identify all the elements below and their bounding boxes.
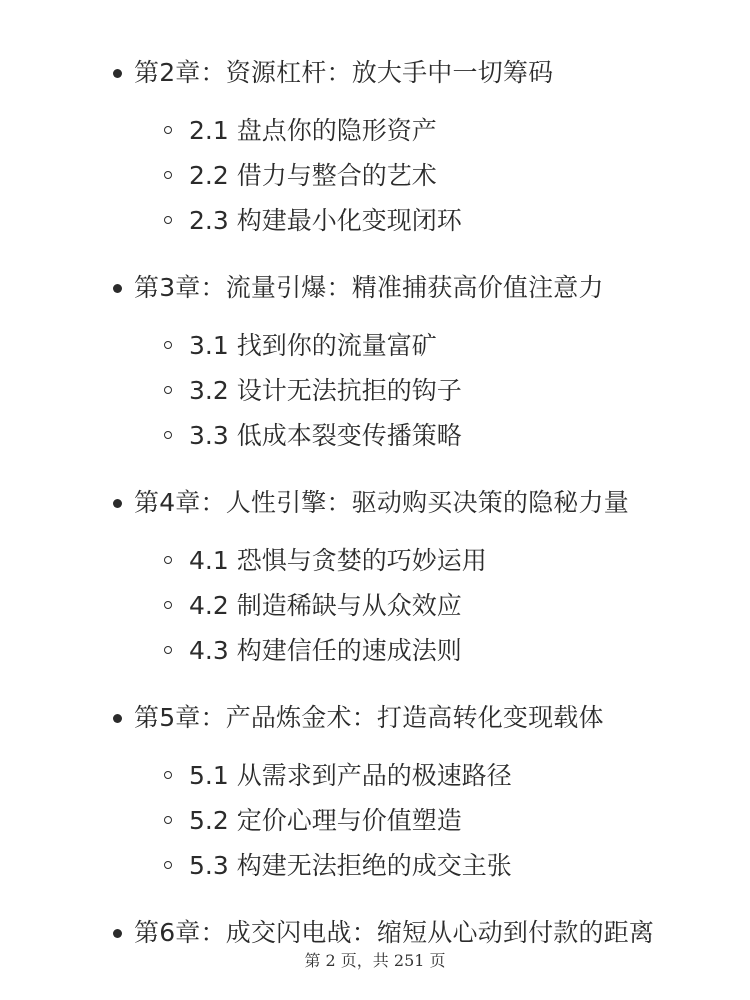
chapter-title: 第2章：资源杠杆：放大手中一切筹码 [134,58,554,87]
section-title: 3.2 设计无法抗拒的钩子 [189,376,462,405]
filled-bullet-icon [113,284,122,293]
section-item [134,108,670,153]
chapter-title: 第6章：成交闪电战：缩短从心动到付款的距离 [134,918,655,947]
filled-bullet-icon [113,929,122,938]
chapter-heading [134,267,670,309]
table-of-contents [0,52,750,978]
section-item [134,538,670,583]
page-number-footer: 第 2 页，共 251 页 [304,951,446,970]
section-list [134,753,670,888]
section-item [134,843,670,888]
chapter-heading [134,697,670,739]
hollow-bullet-icon [164,646,172,654]
section-item [134,753,670,798]
section-title: 2.2 借力与整合的艺术 [189,161,437,190]
hollow-bullet-icon [164,341,172,349]
section-list [134,108,670,243]
chapter-heading [134,52,670,94]
hollow-bullet-icon [164,171,172,179]
section-item [134,368,670,413]
hollow-bullet-icon [164,386,172,394]
section-title: 3.1 找到你的流量富矿 [189,331,437,360]
section-item [134,413,670,458]
hollow-bullet-icon [164,861,172,869]
section-title: 5.1 从需求到产品的极速路径 [189,761,512,790]
hollow-bullet-icon [164,601,172,609]
section-title: 3.3 低成本裂变传播策略 [189,421,462,450]
section-list [134,323,670,458]
filled-bullet-icon [113,499,122,508]
chapter-title: 第3章：流量引爆：精准捕获高价值注意力 [134,273,604,302]
hollow-bullet-icon [164,216,172,224]
section-list [134,538,670,673]
section-title: 2.1 盘点你的隐形资产 [189,116,437,145]
chapter-item [0,267,750,458]
section-item [134,798,670,843]
chapter-item [0,697,750,888]
hollow-bullet-icon [164,126,172,134]
section-title: 2.3 构建最小化变现闭环 [189,206,462,235]
chapter-item [0,482,750,673]
section-item [134,583,670,628]
hollow-bullet-icon [164,816,172,824]
chapter-heading [134,482,670,524]
section-item [134,153,670,198]
section-title: 5.2 定价心理与价值塑造 [189,806,462,835]
hollow-bullet-icon [164,556,172,564]
section-title: 5.3 构建无法拒绝的成交主张 [189,851,512,880]
hollow-bullet-icon [164,771,172,779]
filled-bullet-icon [113,69,122,78]
chapter-title: 第5章：产品炼金术：打造高转化变现载体 [134,703,604,732]
chapter-item [0,52,750,243]
section-title: 4.1 恐惧与贪婪的巧妙运用 [189,546,487,575]
hollow-bullet-icon [164,431,172,439]
section-item [134,628,670,673]
section-title: 4.2 制造稀缺与从众效应 [189,591,462,620]
section-item [134,198,670,243]
chapter-title: 第4章：人性引擎：驱动购买决策的隐秘力量 [134,488,629,517]
section-item [134,323,670,368]
filled-bullet-icon [113,714,122,723]
section-title: 4.3 构建信任的速成法则 [189,636,462,665]
